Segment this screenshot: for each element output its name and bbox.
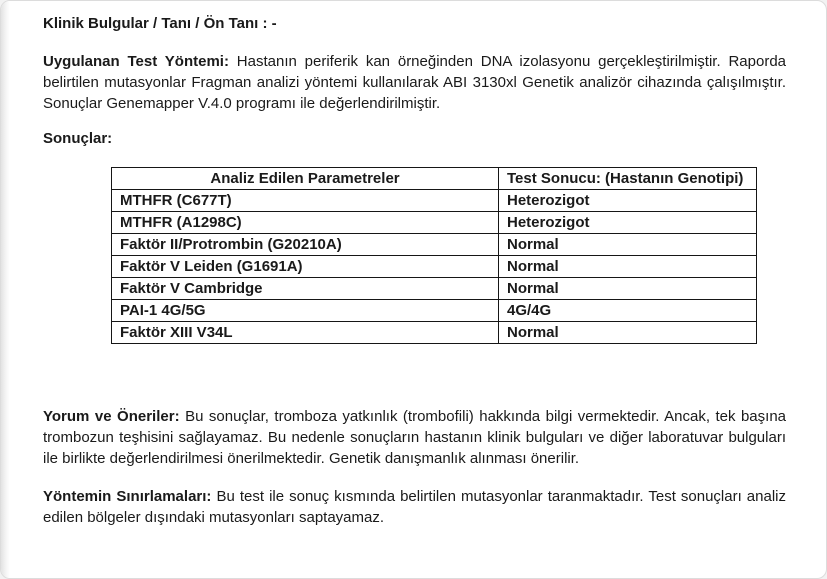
- comments-text: Bu sonuçlar, tromboza yatkınlık (trombofili) hakkında bilgi vermektedir. Ancak, tek başına trombozun teşhisini sağlayamaz. Bu nedenle sonuçların hastanın klinik bulguları ve diğer laboratuvar bulguları ile birlikte değerlendirilmesi önerilmektedir. Genetik danışmanlık alınması önerilir.: [43, 408, 786, 467]
- parameter-cell: MTHFR (C677T): [112, 190, 499, 212]
- parameter-cell: Faktör V Cambridge: [112, 278, 499, 300]
- parameter-cell: Faktör II/Protrombin (G20210A): [112, 234, 499, 256]
- table-row: [112, 234, 757, 256]
- table-row: [112, 278, 757, 300]
- result-cell: Normal: [499, 322, 757, 344]
- result-cell: Normal: [499, 256, 757, 278]
- result-cell: Normal: [499, 234, 757, 256]
- table-row: [112, 256, 757, 278]
- comments-label: Yorum ve Öneriler:: [43, 408, 180, 425]
- comments-paragraph: [43, 406, 786, 469]
- results-table: [111, 167, 757, 344]
- test-method-label: Uygulanan Test Yöntemi:: [43, 53, 229, 70]
- result-cell: Heterozigot: [499, 212, 757, 234]
- table-header-result: Test Sonucu: (Hastanın Genotipi): [499, 168, 757, 190]
- table-header-parameter: Analiz Edilen Parametreler: [112, 168, 499, 190]
- table-row: [112, 190, 757, 212]
- result-cell: Normal: [499, 278, 757, 300]
- limitations-label: Yöntemin Sınırlamaları:: [43, 488, 212, 505]
- test-method-text: Hastanın periferik kan örneğinden DNA izolasyonu gerçekleştirilmiştir. Raporda belirtilen mutasyonlar Fragman analizi yöntemi kullanılarak ABI 3130xl Genetik analizör cihazında çalışılmıştır. Sonuçlar Genemapper V.4.0 programı ile değerlendirilmiştir.: [43, 53, 786, 112]
- parameter-cell: Faktör XIII V34L: [112, 322, 499, 344]
- limitations-text: Bu test ile sonuç kısmında belirtilen mutasyonlar taranmaktadır. Test sonuçları analiz edilen bölgeler dışındaki mutasyonları saptayamaz.: [43, 488, 786, 526]
- clinical-findings-heading: Klinik Bulgular / Tanı / Ön Tanı : -: [43, 15, 277, 32]
- results-table-body: [112, 190, 757, 344]
- result-cell: Heterozigot: [499, 190, 757, 212]
- table-header-row: [112, 168, 757, 190]
- parameter-cell: PAI-1 4G/5G: [112, 300, 499, 322]
- table-row: [112, 300, 757, 322]
- limitations-paragraph: [43, 486, 786, 528]
- report-content: [1, 1, 826, 528]
- table-row: [112, 322, 757, 344]
- table-row: [112, 212, 757, 234]
- test-method-paragraph: [43, 51, 786, 114]
- result-cell: 4G/4G: [499, 300, 757, 322]
- parameter-cell: Faktör V Leiden (G1691A): [112, 256, 499, 278]
- parameter-cell: MTHFR (A1298C): [112, 212, 499, 234]
- results-heading: Sonuçlar:: [43, 130, 113, 147]
